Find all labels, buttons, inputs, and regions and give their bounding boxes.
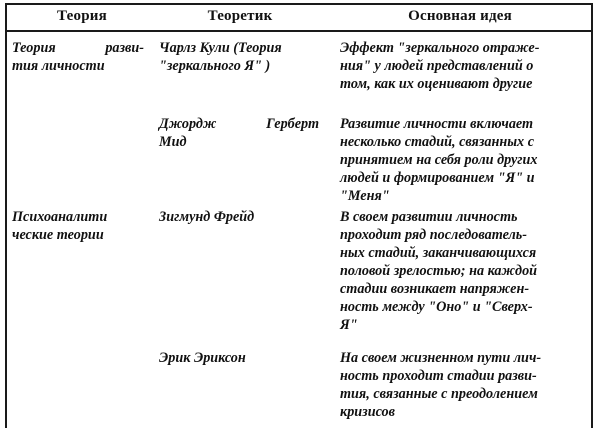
row2-theorist-line1 <box>159 115 319 133</box>
row3-theorist-name: Зигмунд Фрейд <box>159 209 255 225</box>
row4-idea <box>340 349 590 421</box>
row1-theory <box>12 39 144 75</box>
row2-theorist <box>159 115 329 151</box>
row3-idea-line6: ность между "Оно" и "Сверх- <box>340 299 533 315</box>
row4-theorist <box>159 349 329 367</box>
row2-idea <box>340 115 590 205</box>
row1-theory-line2: тия личности <box>12 58 105 74</box>
row3-theorist <box>159 208 329 226</box>
row1-theorist-line2: "зеркального Я" ) <box>159 58 271 74</box>
row3-idea <box>340 208 590 334</box>
row3-idea-line7: Я" <box>340 317 358 333</box>
row1-idea-line2: ния" у людей представлений о <box>340 58 534 74</box>
theories-table <box>5 3 593 428</box>
table-header-row <box>7 5 591 32</box>
row1-theory-word2: разви- <box>105 40 144 56</box>
row3-theory-line2: ческие теории <box>12 227 104 243</box>
row1-theory-line1 <box>12 39 144 57</box>
row2-idea-line1: Развитие личности включает <box>340 116 534 132</box>
row4-idea-line2: ность проходит стадии разви- <box>340 368 537 384</box>
row2-idea-line2: несколько стадий, связанных с <box>340 134 534 150</box>
row3-idea-line2: проходит ряд последователь- <box>340 227 528 243</box>
row2-idea-line3: принятием на себя роли других <box>340 152 538 168</box>
row1-theorist-line1: Чарлз Кули (Теория <box>159 40 282 56</box>
row2-theorist-line2: Мид <box>159 134 187 150</box>
row1-theory-word1: Теория <box>12 40 56 56</box>
row4-theorist-name: Эрик Эриксон <box>159 350 246 366</box>
row1-idea-line1: Эффект "зеркального отраже- <box>340 40 540 56</box>
header-theorist: Теоретик <box>207 8 273 24</box>
header-theory: Теория <box>57 8 107 24</box>
row4-idea-line1: На своем жизненном пути лич- <box>340 350 542 366</box>
row3-theory <box>12 208 144 244</box>
row3-theory-line1: Психоаналити <box>12 209 108 225</box>
row3-idea-line1: В своем развитии личность <box>340 209 518 225</box>
row1-idea <box>340 39 590 93</box>
row3-idea-line4: половой зрелостью; на каждой <box>340 263 538 279</box>
row1-theorist <box>159 39 329 75</box>
row3-idea-line3: ных стадий, заканчивающихся <box>340 245 537 261</box>
row2-idea-line5: "Меня" <box>340 188 390 204</box>
row4-idea-line3: тия, связанные с преодолением <box>340 386 538 402</box>
header-main-idea: Основная идея <box>408 8 512 24</box>
row3-idea-line5: стадии возникает напряжен- <box>340 281 530 297</box>
row2-idea-line4: людей и формированием "Я" и <box>340 170 535 186</box>
row2-theorist-word1: Джордж <box>159 116 217 132</box>
row4-idea-line4: кризисов <box>340 404 395 420</box>
row2-theorist-word2: Герберт <box>266 116 319 132</box>
row1-idea-line3: том, как их оценивают другие <box>340 76 533 92</box>
